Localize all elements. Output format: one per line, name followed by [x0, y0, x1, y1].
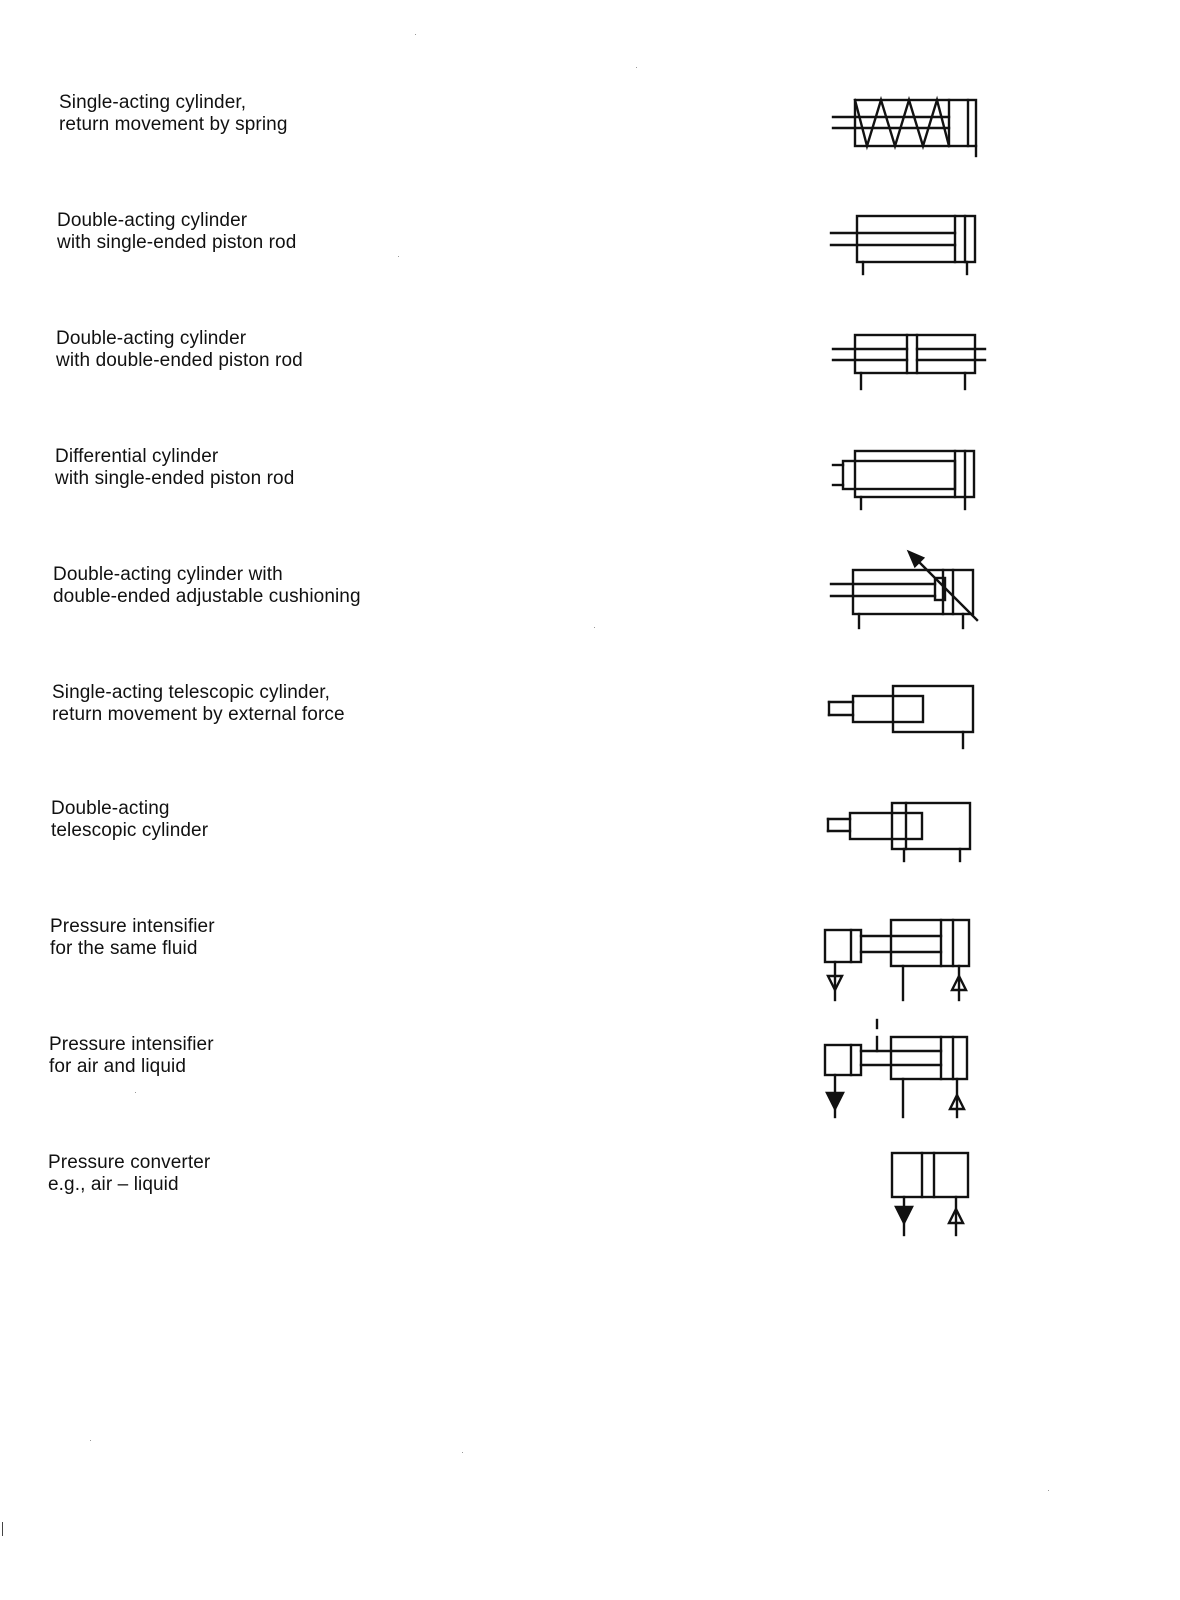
entry-5-line-1: Double-acting cylinder with	[53, 564, 283, 585]
scan-speck	[90, 1440, 91, 1441]
scan-speck	[462, 1452, 463, 1453]
entry-label-1	[59, 92, 288, 136]
scan-speck	[594, 627, 595, 628]
entry-9-line-2: for air and liquid	[49, 1056, 186, 1077]
entry-9-line-1: Pressure intensifier	[49, 1034, 214, 1055]
differential-cylinder-icon	[825, 443, 995, 518]
entry-label-3	[56, 328, 303, 372]
entry-8-line-1: Pressure intensifier	[50, 916, 215, 937]
entry-3-line-1: Double-acting cylinder	[56, 328, 247, 349]
single-acting-telescopic-cylinder-icon	[823, 678, 993, 758]
entry-4-line-2: with single-ended piston rod	[55, 468, 295, 489]
single-acting-spring-cylinder-icon	[825, 92, 995, 162]
entry-6-line-2: return movement by external force	[52, 704, 345, 725]
pressure-intensifier-same-fluid-icon	[815, 912, 985, 1007]
scan-speck	[636, 67, 637, 68]
double-acting-telescopic-cylinder-icon	[822, 795, 992, 870]
scan-speck	[1048, 1490, 1049, 1491]
entry-2-line-2: with single-ended piston rod	[57, 232, 297, 253]
entry-label-10	[48, 1152, 210, 1196]
pressure-intensifier-air-liquid-icon	[815, 1015, 985, 1125]
entry-4-line-1: Differential cylinder	[55, 446, 219, 467]
scan-mark	[2, 1522, 3, 1536]
scan-speck	[415, 34, 416, 35]
entry-2-line-1: Double-acting cylinder	[57, 210, 248, 231]
entry-7-line-1: Double-acting	[51, 798, 170, 819]
entry-8-line-2: for the same fluid	[50, 938, 198, 959]
entry-6-line-1: Single-acting telescopic cylinder,	[52, 682, 330, 703]
entry-label-8	[50, 916, 215, 960]
double-acting-single-rod-cylinder-icon	[825, 208, 995, 283]
entry-1-line-2: return movement by spring	[59, 114, 288, 135]
entry-label-2	[57, 210, 296, 254]
double-acting-double-rod-cylinder-icon	[825, 325, 995, 400]
entry-label-6	[52, 682, 345, 726]
entry-label-4	[55, 446, 294, 490]
entry-3-line-2: with double-ended piston rod	[56, 350, 303, 371]
entry-10-line-2: e.g., air – liquid	[48, 1174, 179, 1195]
entry-label-7	[51, 798, 208, 842]
entry-7-line-2: telescopic cylinder	[51, 820, 209, 841]
scan-speck	[135, 1092, 136, 1093]
scan-speck	[398, 256, 399, 257]
entry-1-line-1: Single-acting cylinder,	[59, 92, 247, 113]
entry-label-5	[53, 564, 361, 608]
entry-5-line-2: double-ended adjustable cushioning	[53, 586, 361, 607]
entry-label-9	[49, 1034, 214, 1078]
pressure-converter-icon	[880, 1145, 980, 1240]
entry-10-line-1: Pressure converter	[48, 1152, 211, 1173]
adjustable-cushioning-cylinder-icon	[825, 548, 995, 638]
